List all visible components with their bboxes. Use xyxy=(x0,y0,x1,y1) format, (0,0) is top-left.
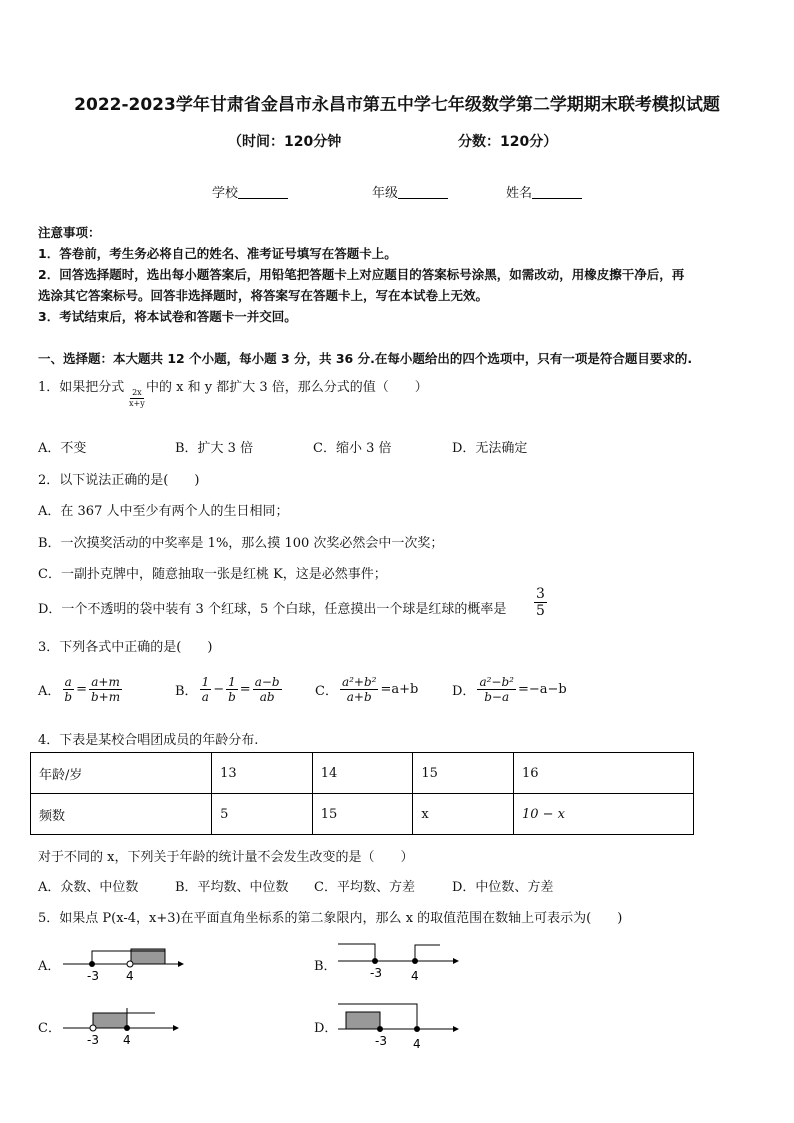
arrow-head xyxy=(453,1026,459,1032)
q3-option-c[interactable] xyxy=(315,672,418,706)
grade-field xyxy=(372,182,448,201)
q2-d-num: 3 xyxy=(536,586,545,602)
q5-option-c-label[interactable]: C． xyxy=(38,1021,61,1036)
q3-d-rhs: =−a−b xyxy=(517,681,567,697)
range-bracket-right xyxy=(415,945,440,961)
tick-label-left: -3 xyxy=(87,1033,99,1047)
q3-b-right-den: ab xyxy=(259,689,275,704)
q1-option-c[interactable]: C．缩小 3 倍 xyxy=(313,441,392,456)
table-cell: x xyxy=(413,794,514,835)
q3-b-minus: − xyxy=(213,681,225,697)
tick-label-right: 4 xyxy=(411,969,419,983)
grade-blank[interactable] xyxy=(398,186,448,199)
q5-number-line-b[interactable] xyxy=(332,936,462,986)
q3-b-1-den: a xyxy=(201,689,209,704)
question-4: 4．下表是某校合唱团成员的年龄分布. xyxy=(38,733,259,748)
q5-number-line-c[interactable] xyxy=(55,1000,185,1050)
page-title: 2022-2023学年甘肃省金昌市永昌市第五中学七年级数学第二学期期末联考模拟试题 xyxy=(74,95,720,115)
solid-dot xyxy=(377,1026,383,1032)
q5-option-d-label[interactable]: D． xyxy=(314,1021,338,1036)
q3-c-label: C． xyxy=(315,683,338,699)
q2-option-d-text: D．一个不透明的袋中装有 3 个红球，5 个白球，任意摸出一个球是红球的概率是 xyxy=(38,602,507,617)
tick-label-right: 4 xyxy=(126,969,134,983)
q1-post: 中的 x 和 y 都扩大 3 倍，那么分式的值（ ） xyxy=(146,380,428,395)
q2-option-a[interactable]: A．在 367 人中至少有两个人的生日相同； xyxy=(38,504,289,519)
q3-c-rhs: =a+b xyxy=(380,681,419,697)
solid-dot xyxy=(414,1026,420,1032)
q1-option-a[interactable]: A．不变 xyxy=(38,441,87,456)
name-blank[interactable] xyxy=(532,186,582,199)
q3-b-2-den: b xyxy=(228,689,236,704)
table-cell: 5 xyxy=(212,794,313,835)
q1-option-b[interactable]: B．扩大 3 倍 xyxy=(175,441,254,456)
arrow-head xyxy=(178,961,184,967)
table-cell: 16 xyxy=(513,753,693,794)
tick-label-left: -3 xyxy=(87,969,99,983)
name-field xyxy=(506,182,582,201)
q1-option-d[interactable]: D．无法确定 xyxy=(452,441,528,456)
q3-c-den: a+b xyxy=(346,689,372,704)
arrow-head xyxy=(453,958,459,964)
shaded-region xyxy=(346,1012,380,1029)
table-row xyxy=(31,794,694,835)
q3-d-label: D． xyxy=(452,683,476,699)
q5-option-b-label[interactable]: B． xyxy=(314,959,337,974)
notice-item: 选涂其它答案标号。回答非选择题时，将答案写在答题卡上，写在本试卷上无效。 xyxy=(38,288,489,303)
q3-a-label: A． xyxy=(38,683,61,699)
section-heading: 一、选择题：本大题共 12 个小题，每小题 3 分，共 36 分.在每小题给出的四个选项中，只有一项是符合题目要求的. xyxy=(38,351,693,366)
q1-frac-num: 2x xyxy=(132,388,142,397)
q5-option-a-label[interactable]: A． xyxy=(38,959,61,974)
q1-fraction xyxy=(127,388,147,409)
q4-question: 对于不同的 x，下列关于年龄的统计量不会发生改变的是（ ） xyxy=(38,850,414,865)
q3-b-eq: = xyxy=(239,681,251,697)
tick-label-right: 4 xyxy=(413,1037,421,1050)
exam-score: 分数：120分） xyxy=(458,134,558,150)
table-cell: 10 − x xyxy=(513,794,693,835)
q3-a-right-num: a+m xyxy=(91,674,120,689)
q3-b-1-num: 1 xyxy=(201,674,210,689)
tick-label-left: -3 xyxy=(370,966,382,980)
hollow-dot xyxy=(90,1025,96,1031)
tick-label-left: -3 xyxy=(375,1034,387,1048)
question-1 xyxy=(38,376,124,395)
school-blank[interactable] xyxy=(238,186,288,199)
notice-item: 2．回答选择题时，选出每小题答案后，用铅笔把答题卡上对应题目的答案标号涂黑，如需改动，用橡皮擦干净后，再 xyxy=(38,267,685,282)
q2-option-b[interactable]: B．一次摸奖活动的中奖率是 1%，那么摸 100 次奖必然会中一次奖； xyxy=(38,536,444,551)
table-cell: 14 xyxy=(312,753,413,794)
q3-option-b[interactable] xyxy=(175,672,282,706)
q3-d-num: a²−b² xyxy=(479,674,514,689)
q3-option-d[interactable] xyxy=(452,672,567,706)
table-cell: 频数 xyxy=(31,794,212,835)
shaded-region xyxy=(93,1013,127,1028)
q5-number-line-a[interactable] xyxy=(55,936,185,986)
solid-dot xyxy=(372,958,378,964)
table-row xyxy=(31,753,694,794)
notice-item: 3．考试结束后，将本试卷和答题卡一并交回。 xyxy=(38,309,297,324)
q3-d-den: b−a xyxy=(484,689,510,704)
q4-option-d[interactable]: D．中位数、方差 xyxy=(452,880,554,895)
q3-a-left-den: b xyxy=(64,689,73,704)
tick-label-right: 4 xyxy=(123,1033,131,1047)
school-label: 学校 xyxy=(212,186,239,201)
q4-option-a[interactable]: A．众数、中位数 xyxy=(38,880,139,895)
q3-a-right-den: b+m xyxy=(90,689,121,704)
q2-d-den: 5 xyxy=(536,603,545,619)
table-cell: 15 xyxy=(312,794,413,835)
school-field xyxy=(212,182,288,201)
solid-dot xyxy=(89,961,95,967)
solid-dot xyxy=(124,1025,130,1031)
q3-option-a[interactable] xyxy=(38,672,122,706)
q3-b-2-num: 1 xyxy=(228,674,236,689)
notice-heading: 注意事项： xyxy=(38,225,101,240)
q3-c-num: a²+b² xyxy=(341,674,377,689)
grade-label: 年级 xyxy=(372,186,399,201)
table-cell: 15 xyxy=(413,753,514,794)
q2-d-fraction xyxy=(534,586,547,619)
q2-option-d[interactable] xyxy=(38,598,506,617)
q3-a-eq: = xyxy=(76,681,87,697)
solid-dot xyxy=(412,958,418,964)
q2-option-c[interactable]: C．一副扑克牌中，随意抽取一张是红桃 K，这是必然事件； xyxy=(38,567,387,582)
q4-option-b[interactable]: B．平均数、中位数 xyxy=(175,880,289,895)
q1-pre: 1．如果把分式 xyxy=(38,380,125,395)
range-bracket-left xyxy=(338,944,375,961)
question-3: 3．下列各式中正确的是( ) xyxy=(38,640,213,655)
q4-option-c[interactable]: C．平均数、方差 xyxy=(314,880,415,895)
question-2: 2．以下说法正确的是( ) xyxy=(38,473,200,488)
table-cell: 年龄/岁 xyxy=(31,753,212,794)
q1-frac-den: x+y xyxy=(129,399,145,408)
arrow-head xyxy=(173,1025,179,1031)
question-5: 5．如果点 P(x-4，x+3)在平面直角坐标系的第二象限内，那么 x 的取值范围在数轴上可表示为( ) xyxy=(38,911,623,926)
age-table xyxy=(30,752,694,835)
table-cell: 13 xyxy=(212,753,313,794)
notice-item: 1．答卷前，考生务必将自己的姓名、准考证号填写在答题卡上。 xyxy=(38,246,397,261)
exam-time: （时间：120分钟 xyxy=(228,134,342,150)
q3-b-label: B． xyxy=(175,683,198,699)
q3-a-left-num: a xyxy=(64,674,72,689)
q3-b-right-num: a−b xyxy=(254,674,280,689)
name-label: 姓名 xyxy=(506,186,533,201)
q5-number-line-d[interactable] xyxy=(332,996,462,1050)
hollow-dot xyxy=(127,961,133,967)
